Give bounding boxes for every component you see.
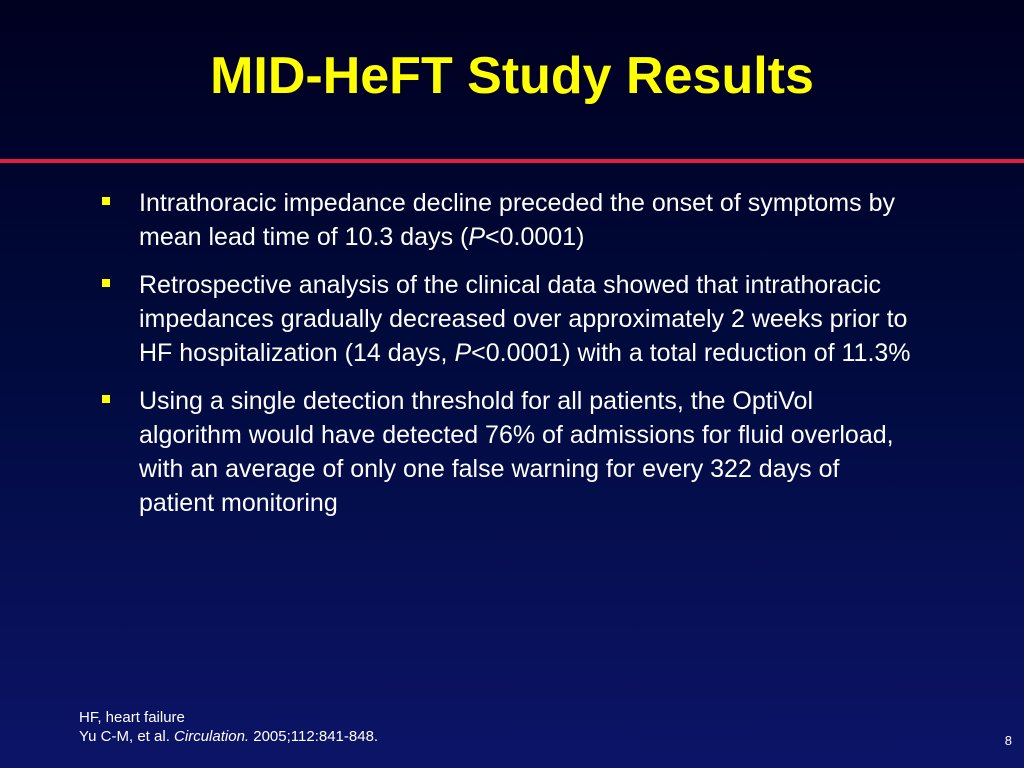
- bullet-text-continued: <0.0001) with a total reduction of 11.3%: [471, 339, 911, 367]
- p-value-symbol: P: [454, 339, 472, 367]
- citation: [79, 727, 378, 746]
- square-bullet-icon: [102, 395, 110, 403]
- square-bullet-icon: [102, 279, 110, 287]
- title-divider: [0, 159, 1024, 163]
- page-number: 8: [1004, 733, 1012, 748]
- bullet-item-3: [100, 384, 920, 520]
- p-value-symbol: P: [468, 223, 486, 251]
- bullet-text: Retrospective analysis of the clinical data showed that intrathoracic impedances gradually decreased over approximately 2 weeks prior to HF hospitalization (14 days,: [139, 271, 908, 367]
- p-value: <0.0001): [485, 223, 585, 251]
- square-bullet-icon: [102, 197, 110, 205]
- citation-authors: Yu C-M, et al.: [79, 728, 175, 745]
- bullet-text: Using a single detection threshold for all patients, the OptiVol algorithm would have detected 76% of admissions for fluid overload, with an average of only one false warning for every 322 days of patient monitoring: [139, 387, 894, 517]
- bullet-item-1: [100, 186, 920, 254]
- bullet-text: Intrathoracic impedance decline preceded the onset of symptoms by mean lead time of 10.3 days (: [139, 189, 895, 251]
- abbreviation-note: HF, heart failure: [79, 709, 185, 726]
- citation-journal: Circulation.: [174, 728, 250, 745]
- citation-details: 2005;112:841-848.: [249, 728, 379, 745]
- bullet-item-2: [100, 268, 920, 370]
- bullet-list: [100, 186, 920, 534]
- slide-title: MID-HeFT Study Results: [210, 47, 814, 105]
- footnote: [79, 708, 378, 746]
